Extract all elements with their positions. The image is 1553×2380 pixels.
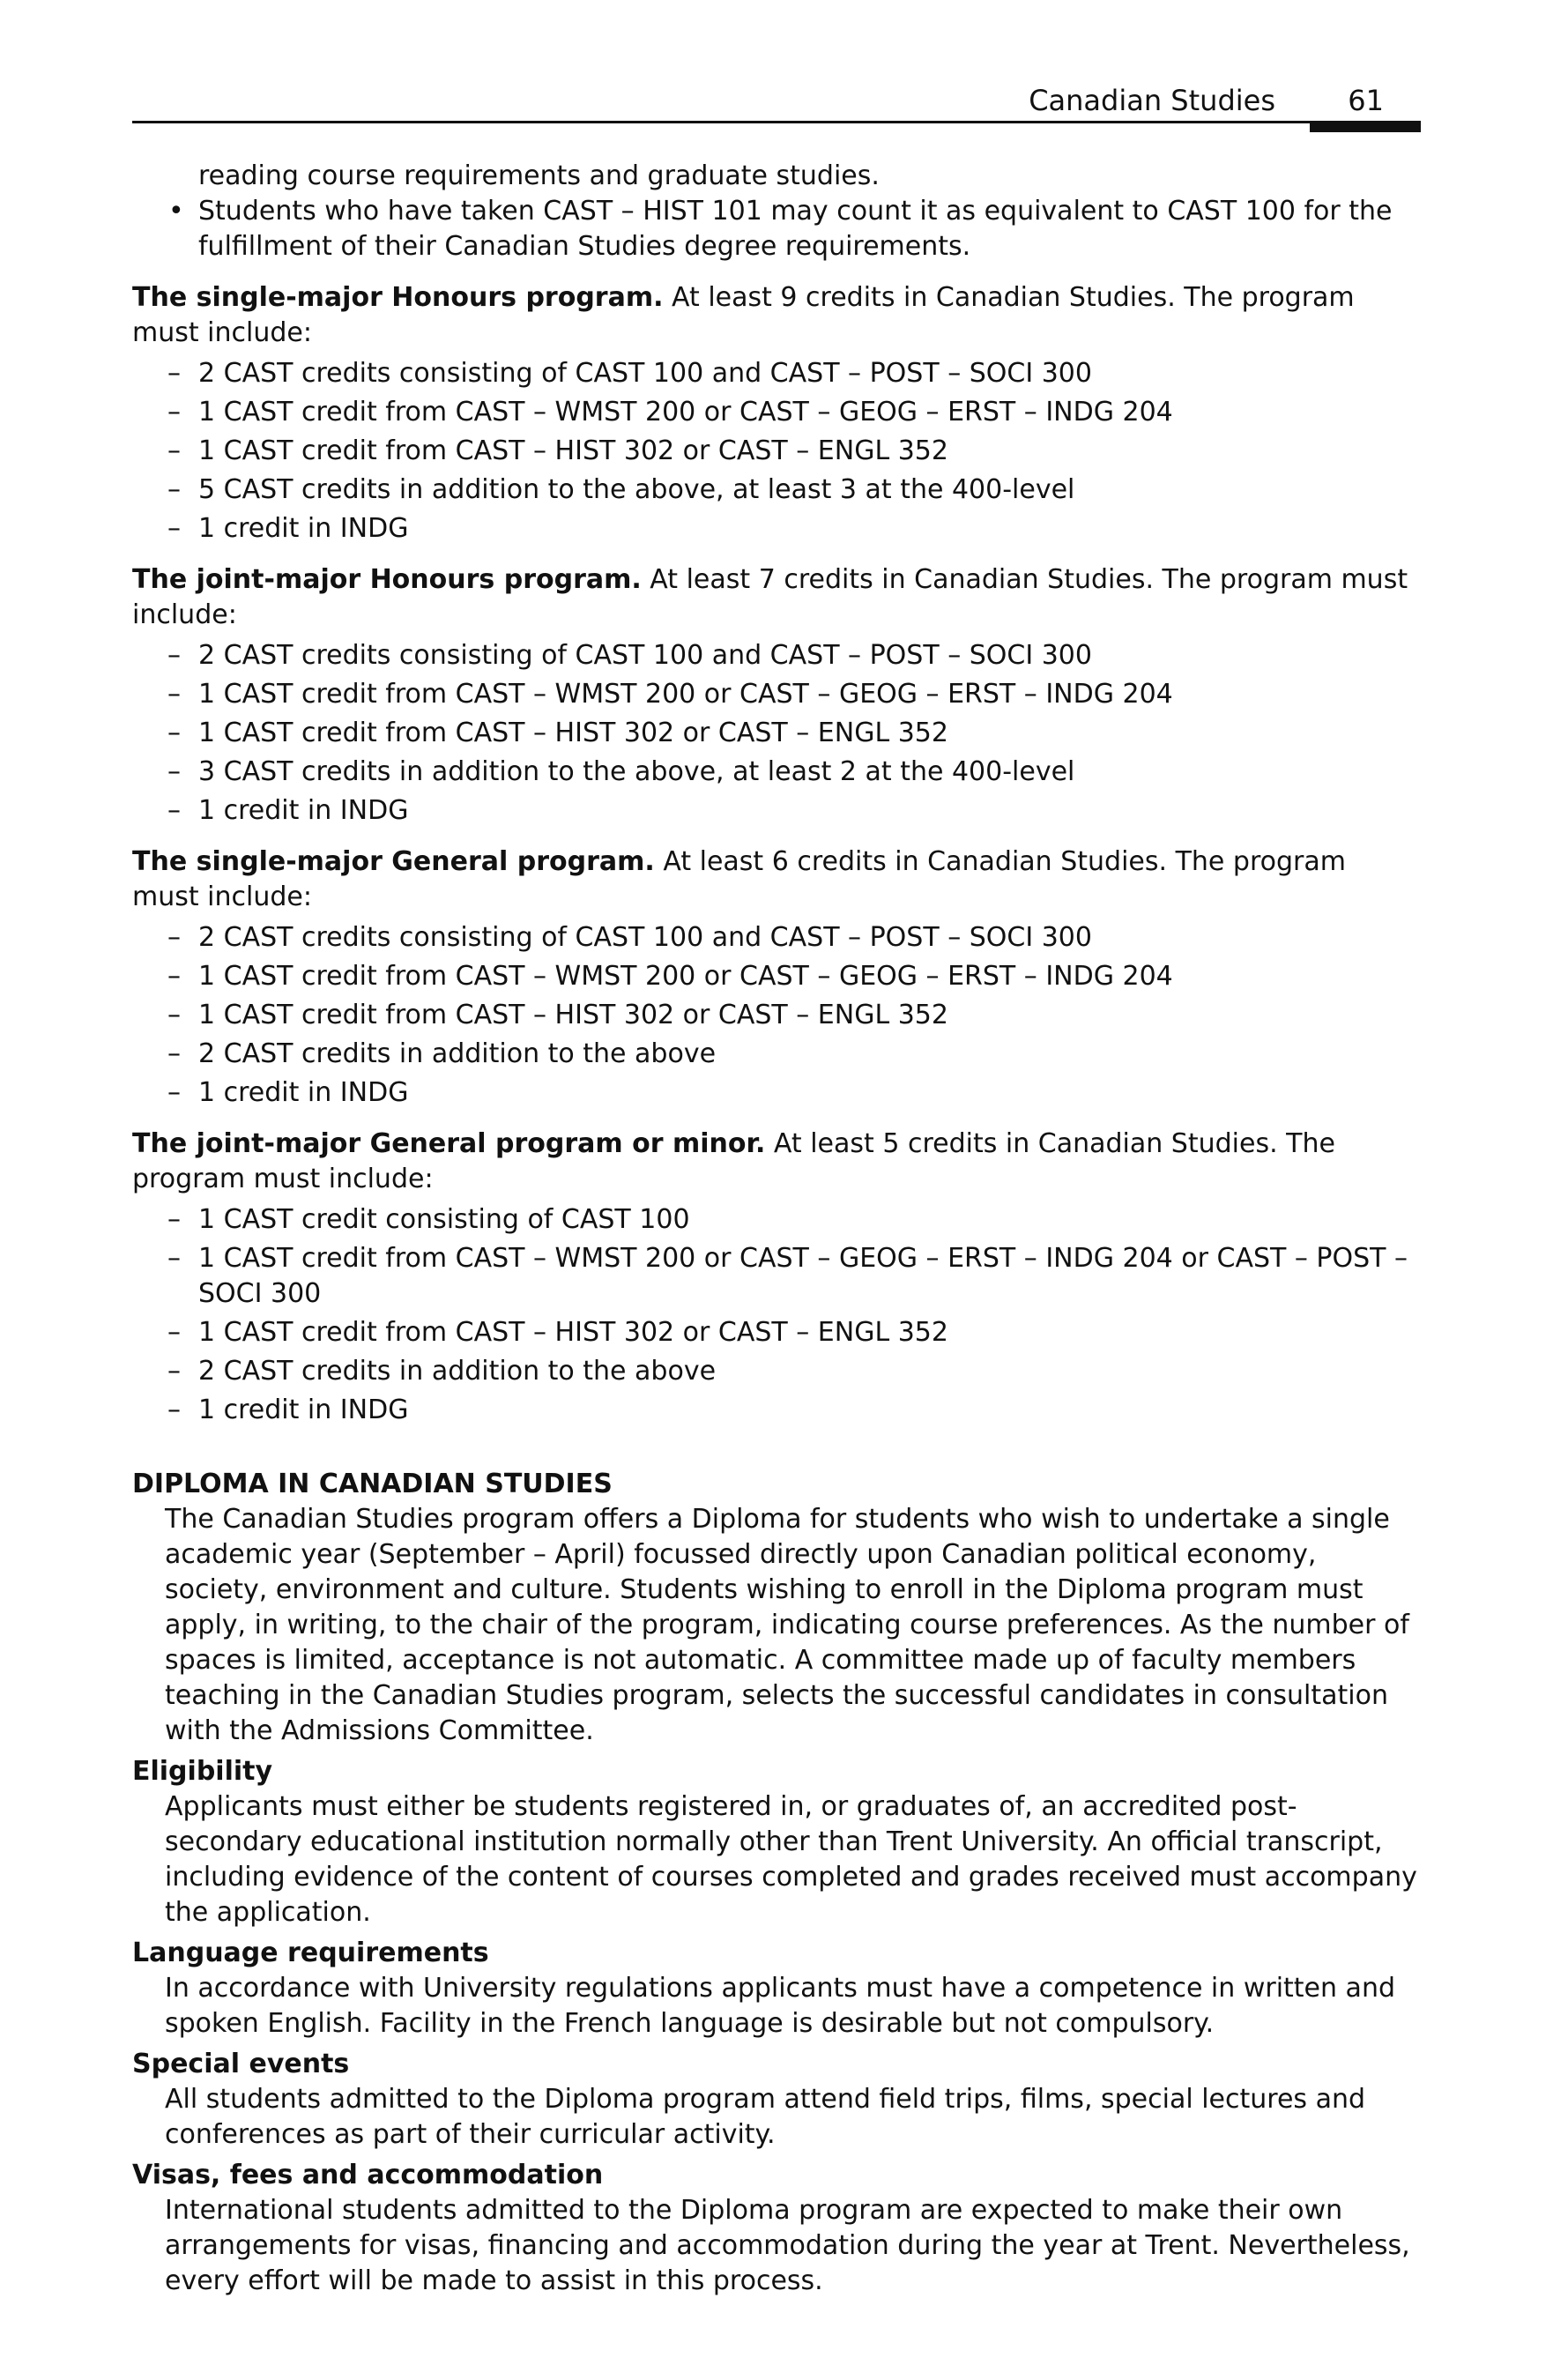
- requirement-item: [132, 1037, 1421, 1072]
- requirement-item: [132, 472, 1421, 508]
- dash-icon: –: [167, 1395, 181, 1425]
- diploma-subsection-text: Applicants must either be students registered in, or graduates of, an accredited post-secondary educational institution normally other than Trent University. An official transcript, including evidence of the content of courses completed and grades received must accompany the application.: [165, 1791, 1417, 1928]
- diploma-subheading: Special events: [132, 2049, 350, 2079]
- requirement-text: 2 CAST credits consisting of CAST 100 and CAST – POST – SOCI 300: [198, 640, 1092, 671]
- program-heading: The joint-major General program or minor.: [132, 1128, 766, 1159]
- requirement-item: [132, 434, 1421, 469]
- requirement-text: 2 CAST credits consisting of CAST 100 and CAST – POST – SOCI 300: [198, 358, 1092, 389]
- program-heading: The single-major Honours program.: [132, 282, 664, 313]
- requirement-text: 1 CAST credit from CAST – HIST 302 or CAST – ENGL 352: [198, 1000, 948, 1030]
- program-description: At least 5 credits in Canadian Studies. The program must include:: [132, 1128, 1335, 1194]
- page-number: 61: [1348, 84, 1384, 117]
- diploma-subsection-text: International students admitted to the Diploma program are expected to make their own arrangements for visas, financing and accommodation during the year at Trent. Nevertheless, every effort will be made to assist in this process.: [165, 2195, 1410, 2296]
- program-description: At least 9 credits in Canadian Studies. The program must include:: [132, 282, 1355, 348]
- program-description: At least 6 credits in Canadian Studies. The program must include:: [132, 846, 1346, 912]
- requirement-list: [132, 638, 1421, 829]
- diploma-subheading: Language requirements: [132, 1937, 489, 1968]
- requirement-text: 1 CAST credit consisting of CAST 100: [198, 1204, 690, 1235]
- requirement-item: [132, 716, 1421, 751]
- dash-icon: –: [167, 640, 181, 671]
- requirement-item: [132, 1354, 1421, 1389]
- dash-icon: –: [167, 1243, 181, 1274]
- requirement-text: 1 credit in INDG: [198, 795, 409, 826]
- requirement-text: 2 CAST credits consisting of CAST 100 and CAST – POST – SOCI 300: [198, 922, 1092, 953]
- requirement-text: 2 CAST credits in addition to the above: [198, 1356, 717, 1387]
- program-summary: [132, 1127, 1421, 1197]
- requirement-item: [132, 1202, 1421, 1238]
- dash-icon: –: [167, 513, 181, 544]
- diploma-intro: The Canadian Studies program offers a Diploma for students who wish to undertake a single academic year (September – April) focussed directly upon Canadian political economy, society, environment and culture. Students wishing to enroll in the Diploma program must apply, in writing, to the chair of the program, indicating course preferences. As the number of spaces is limited, acceptance is not automatic. A committee made up of faculty members teaching in the Canadian Studies program, selects the successful candidates in consultation with the Admissions Committee.: [165, 1504, 1409, 1746]
- requirement-list: [132, 356, 1421, 547]
- running-head-title: Canadian Studies: [1029, 84, 1275, 117]
- dash-icon: –: [167, 1204, 181, 1235]
- diploma-subheading: Eligibility: [132, 1756, 273, 1787]
- dash-icon: –: [167, 358, 181, 389]
- program-heading: The single-major General program.: [132, 846, 655, 877]
- dash-icon: –: [167, 397, 181, 428]
- requirement-item: [132, 356, 1421, 391]
- requirement-list: [132, 1202, 1421, 1428]
- program-description: At least 7 credits in Canadian Studies. The program must include:: [132, 564, 1408, 630]
- dash-icon: –: [167, 1317, 181, 1348]
- requirement-text: 1 credit in INDG: [198, 513, 409, 544]
- requirement-item: [132, 1075, 1421, 1111]
- requirement-item: [132, 677, 1421, 712]
- requirement-item: [132, 638, 1421, 673]
- bullet-icon: •: [168, 196, 184, 227]
- program-heading: The joint-major Honours program.: [132, 564, 642, 595]
- dash-icon: –: [167, 795, 181, 826]
- dash-icon: –: [167, 474, 181, 505]
- requirement-text: 1 credit in INDG: [198, 1395, 409, 1425]
- dash-icon: –: [167, 1356, 181, 1387]
- requirement-item: [132, 998, 1421, 1033]
- page-content: [132, 159, 1421, 2299]
- requirement-item: [132, 395, 1421, 430]
- requirement-text: 1 CAST credit from CAST – HIST 302 or CAST – ENGL 352: [198, 1317, 948, 1348]
- requirement-item: [132, 511, 1421, 547]
- dash-icon: –: [167, 1000, 181, 1030]
- program-summary: [132, 844, 1421, 915]
- dash-icon: –: [167, 718, 181, 748]
- program-block: [132, 844, 1421, 1111]
- continuation-text: reading course requirements and graduate studies.: [198, 160, 880, 191]
- program-block: [132, 280, 1421, 547]
- diploma-subsections: [132, 1754, 1421, 2299]
- dash-icon: –: [167, 961, 181, 992]
- program-summary: [132, 280, 1421, 351]
- dash-icon: –: [167, 435, 181, 466]
- requirement-text: 1 credit in INDG: [198, 1077, 409, 1108]
- page-number-tab: [1310, 121, 1421, 132]
- program-block: [132, 562, 1421, 829]
- requirement-text: 3 CAST credits in addition to the above, at least 2 at the 400-level: [198, 756, 1075, 787]
- requirement-text: 2 CAST credits in addition to the above: [198, 1038, 717, 1069]
- program-summary: [132, 562, 1421, 633]
- program-block: [132, 1127, 1421, 1428]
- requirement-text: 1 CAST credit from CAST – WMST 200 or CAST – GEOG – ERST – INDG 204 or CAST – POST – SOCI 300: [198, 1243, 1408, 1309]
- requirement-text: 1 CAST credit from CAST – HIST 302 or CAST – ENGL 352: [198, 435, 948, 466]
- requirement-text: 1 CAST credit from CAST – WMST 200 or CAST – GEOG – ERST – INDG 204: [198, 961, 1173, 992]
- requirement-item: [132, 1241, 1421, 1312]
- dash-icon: –: [167, 679, 181, 710]
- requirement-item: [132, 755, 1421, 790]
- requirement-text: 1 CAST credit from CAST – HIST 302 or CAST – ENGL 352: [198, 718, 948, 748]
- page-header: [132, 79, 1421, 123]
- requirement-item: [132, 793, 1421, 829]
- bullet-item: [132, 194, 1421, 264]
- dash-icon: –: [167, 922, 181, 953]
- requirement-item: [132, 959, 1421, 994]
- bullet-text: Students who have taken CAST – HIST 101 may count it as equivalent to CAST 100 for the fulfillment of their Canadian Studies degree requirements.: [198, 196, 1393, 262]
- diploma-section-title: DIPLOMA IN CANADIAN STUDIES: [132, 1469, 613, 1499]
- requirement-item: [132, 1393, 1421, 1428]
- header-rule: [132, 121, 1421, 123]
- program-list: [132, 280, 1421, 1428]
- requirement-item: [132, 1315, 1421, 1350]
- dash-icon: –: [167, 756, 181, 787]
- diploma-subsection-text: All students admitted to the Diploma program attend field trips, films, special lectures and conferences as part of their curricular activity.: [165, 2084, 1366, 2150]
- diploma-subsection-text: In accordance with University regulations applicants must have a competence in written and spoken English. Facility in the French language is desirable but not compulsory.: [165, 1973, 1395, 2039]
- requirement-text: 1 CAST credit from CAST – WMST 200 or CAST – GEOG – ERST – INDG 204: [198, 679, 1173, 710]
- dash-icon: –: [167, 1077, 181, 1108]
- diploma-subheading: Visas, fees and accommodation: [132, 2160, 604, 2190]
- dash-icon: –: [167, 1038, 181, 1069]
- requirement-item: [132, 920, 1421, 956]
- requirement-text: 5 CAST credits in addition to the above, at least 3 at the 400-level: [198, 474, 1075, 505]
- requirement-list: [132, 920, 1421, 1111]
- requirement-text: 1 CAST credit from CAST – WMST 200 or CAST – GEOG – ERST – INDG 204: [198, 397, 1173, 428]
